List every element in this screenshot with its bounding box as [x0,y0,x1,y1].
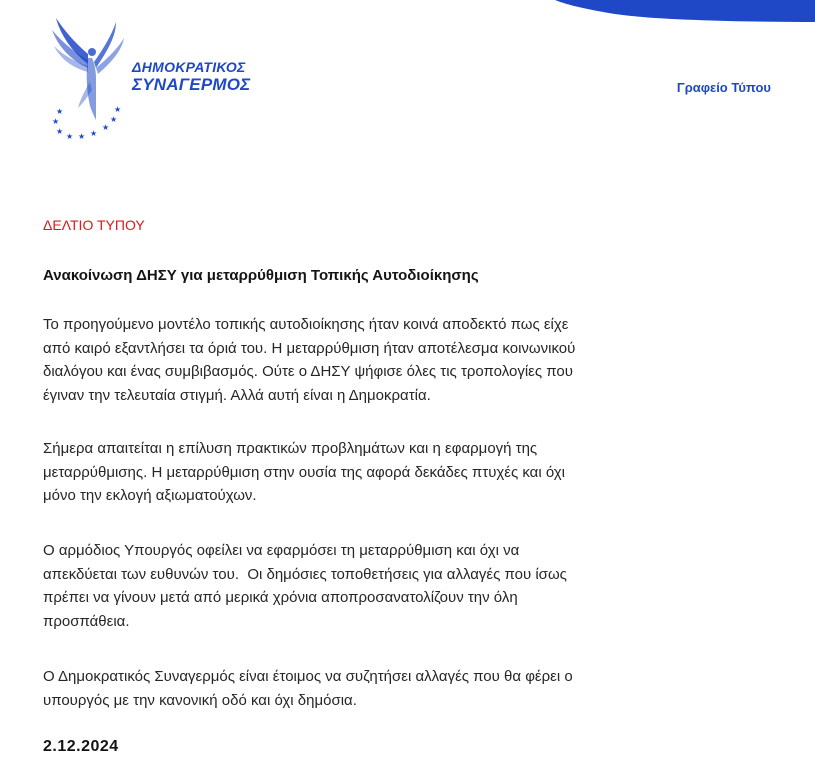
release-date: 2.12.2024 [43,738,119,755]
winged-victory-emblem-icon [50,12,130,140]
paragraph-line: μόνο την εκλογή αξιωματούχων. [43,487,257,504]
paragraph-line: Σήμερα απαιτείται η επίλυση πρακτικών προβλημάτων και η εφαρμογή της [43,440,538,457]
logo-wordmark [132,59,250,93]
paragraph-4 [43,665,763,712]
paragraph-line: πρέπει να γίνουν μετά από μερικά χρόνια αποπροσανατολίζουν την όλη [43,589,518,606]
paragraph-line: Το προηγούμενο μοντέλο τοπικής αυτοδιοίκησης ήταν κοινά αποδεκτό πως είχε [43,316,569,333]
paragraph-line: διαλόγου και ένας συμβιβασμός. Ούτε ο ΔΗΣΥ ψήφισε όλες τις τροπολογίες που [43,363,573,380]
paragraph-line: Ο αρμόδιος Υπουργός οφείλει να εφαρμόσει τη μεταρρύθμιση και όχι να [43,542,520,559]
svg-text:★: ★ [78,132,86,140]
paragraph-line: μεταρρύθμισης. Η μεταρρύθμιση στην ουσία της αφορά δεκάδες πτυχές και όχι [43,463,566,481]
svg-text:★: ★ [66,132,74,140]
paragraph-line: προσπάθεια. [43,612,130,630]
party-logo [50,12,290,140]
logo-line1: ΔΗΜΟΚΡΑΤΙΚΟΣ [132,59,246,75]
svg-text:★: ★ [52,117,60,126]
svg-text:★: ★ [56,127,64,136]
paragraph-3 [43,539,763,633]
corner-swoosh-decoration [555,0,815,24]
svg-text:★: ★ [90,129,98,138]
paragraph-line: Ο Δημοκρατικός Συναγερμός είναι έτοιμος να συζητήσει αλλαγές που θα φέρει ο [43,668,573,685]
svg-text:★: ★ [114,105,122,114]
paragraph-line: από καιρό εξαντλήσει τα όριά του. Η μεταρρύθμιση ήταν αποτέλεσμα κοινωνικού [43,339,576,357]
headline: Ανακοίνωση ΔΗΣΥ για μεταρρύθμιση Τοπικής Αυτοδιοίκησης [43,267,479,284]
press-release-label: ΔΕΛΤΙΟ ΤΥΠΟΥ [43,217,145,233]
paragraph-line: έγιναν την τελευταία στιγμή. Αλλά αυτή είναι η Δημοκρατία. [43,386,431,404]
paragraph-1 [43,313,763,407]
svg-text:★: ★ [56,107,64,116]
svg-text:★: ★ [102,123,110,132]
paragraph-line: απεκδύεται των ευθυνών του. Οι δημόσιες τοποθετήσεις για αλλαγές που ίσως [43,565,567,583]
paragraph-line: υπουργός με την κανονική οδό και όχι δημόσια. [43,691,357,709]
paragraph-2 [43,437,763,508]
press-office-label: Γραφείο Τύπου [676,80,771,95]
logo-line2: ΣΥΝΑΓΕΡΜΟΣ [132,75,251,94]
svg-text:★: ★ [110,115,118,124]
